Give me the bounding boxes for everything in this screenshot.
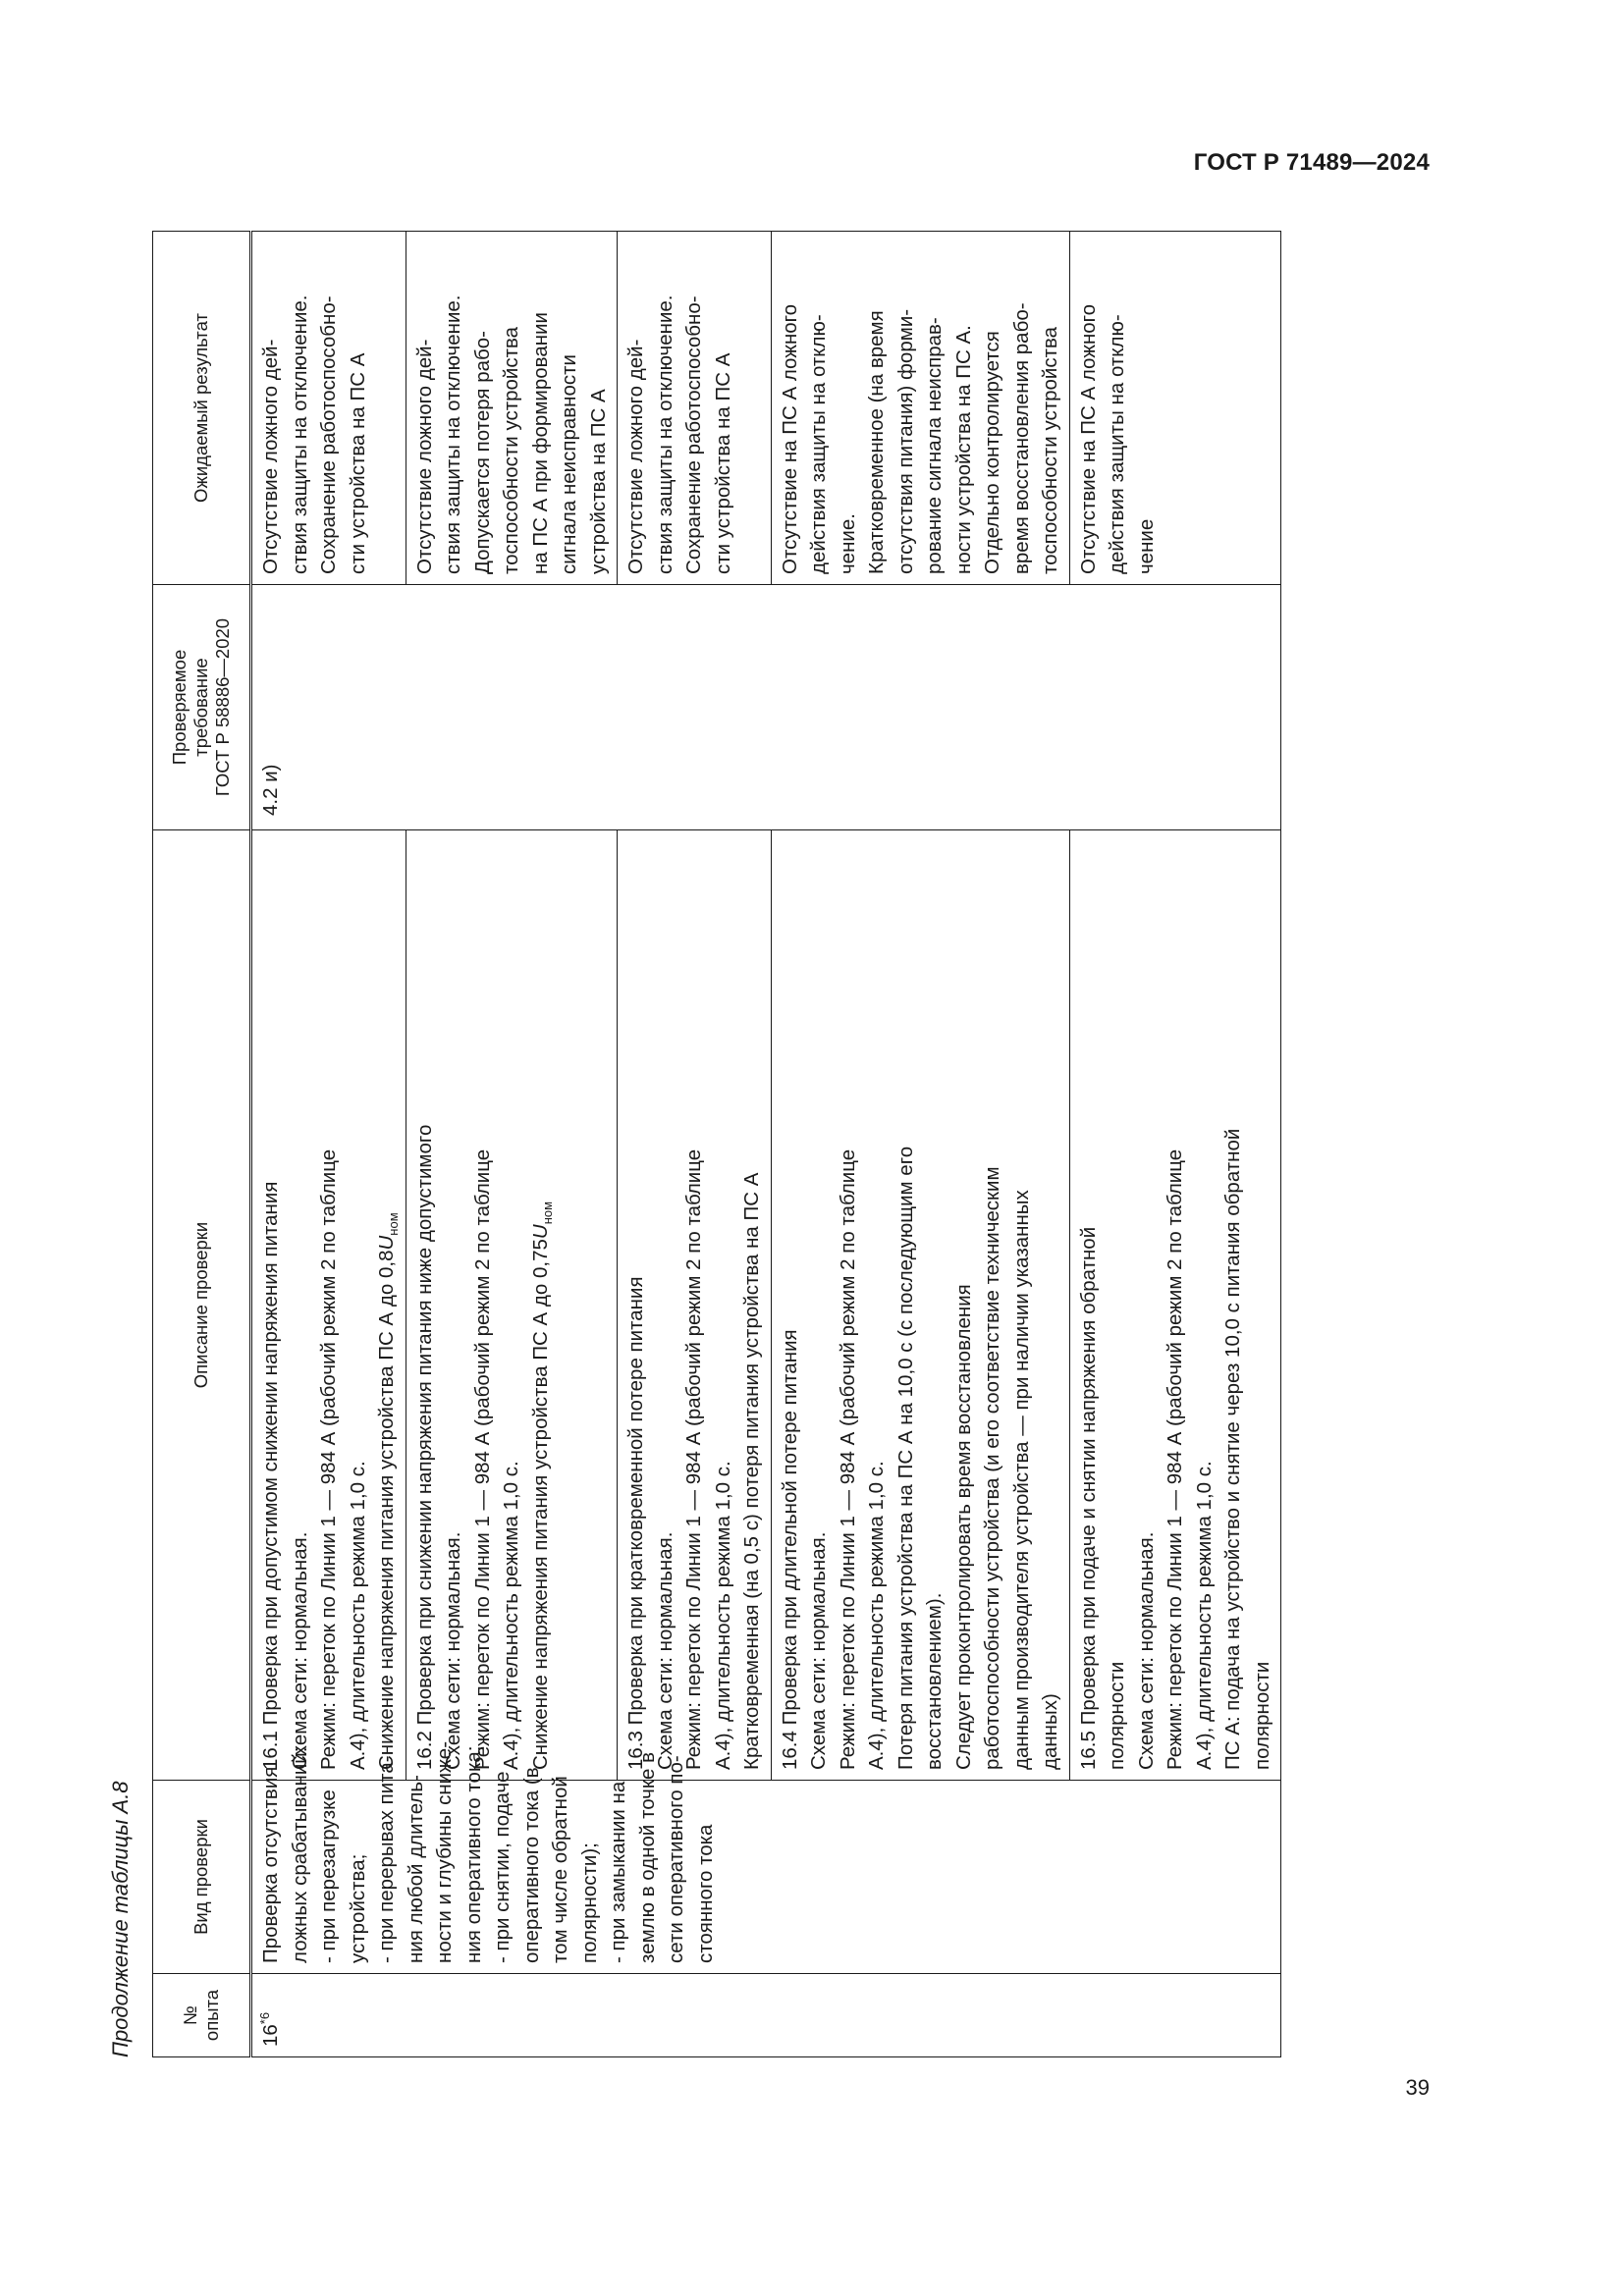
col-header-result: Ожидаемый результат [153,232,251,585]
col-header-number: № опыта [153,1974,251,2057]
rotated-table-frame [108,232,1306,2057]
doc-code: ГОСТ Р 71489—2024 [1193,149,1430,176]
subtest-result-16-3: Отсутствие ложного дей- ствия защиты на отключение. Сохранение работоспособно- сти устройства на ПС А [618,232,772,585]
col-header-description: Описание проверки [153,830,251,1781]
subtest-description-16-3: 16.3 Проверка при кратковременной потере питания Схема сети: нормальная. Режим: переток по Линии 1 — 984 А (рабочий режим 2 по таблице А.4), длительность режима 1,0 с. Кратковременная (на 0,5 с) потеря питания устройства на ПС А [618,830,772,1781]
page-number: 39 [1405,2075,1430,2100]
subtest-result-16-5: Отсутствие на ПС А ложного действия защиты на отклю- чение [1069,232,1281,585]
test-type-cell: Проверка отсутствия ложных срабатываний: - при перезагрузке устройства; - при перерывах пита- ния любой длитель- ности и глубины сниже- ния оперативного тока; - при снятии, подаче оперативного тока (в том числе обратной полярности); - при замыкании на землю в одной точке в сети оперативного по- стоянного тока [251,1781,1281,1974]
col-header-type: Вид проверки [153,1781,251,1974]
subtest-description-16-2: 16.2 Проверка при снижении напряжения питания ниже допустимого Схема сети: нормальная. Режим: переток по Линии 1 — 984 А (рабочий режим 2 по таблице А.4), длительность режима 1,0 с. Снижение напряжения питания устройства ПС А до $0,75U_{ном}$ [406,830,618,1781]
subtest-description-16-4: 16.4 Проверка при длительной потере питания Схема сети: нормальная. Режим: переток по Линии 1 — 984 А (рабочий режим 2 по таблице А.4), длительность режима 1,0 с. Потеря питания устройства на ПС А на 10,0 с (с последующим его восстановлением). Следует проконтролировать время восстановления работоспособности устройства (и его соответствие техническим данным производителя устройства — при наличии указанных данных) [771,830,1069,1781]
subtest-result-16-4: Отсутствие на ПС А ложного действия защиты на отклю- чение. Кратковременное (на время отсутствия питания) форми- рование сигнала неисправ- ности устройства на ПС А. Отдельно контролируется время восстановления рабо- тоспособности устройства [771,232,1069,585]
subtest-result-16-1: Отсутствие ложного дей- ствия защиты на отключение. Сохранение работоспособно- сти устройства на ПС А [251,232,406,585]
requirement-cell: 4.2 и) [251,585,1281,830]
table-row [251,232,406,2057]
subtest-description-16-1: 16.1 Проверка при допустимом снижении напряжения питания Схема сети: нормальная. Режим: переток по Линии 1 — 984 А (рабочий режим 2 по таблице А.4), длительность режима 1,0 с. Снижение напряжения питания устройства ПС А до $0,8U_{ном}$ [251,830,406,1781]
results-table [152,231,1281,2057]
subtest-result-16-2: Отсутствие ложного дей- ствия защиты на отключение. Допускается потеря рабо- тоспособности устройства на ПС А при формировании сигнала неисправности устройства на ПС А [406,232,618,585]
table-header-row [153,232,251,2057]
subtest-description-16-5: 16.5 Проверка при подаче и снятии напряжения обратной полярности Схема сети: нормальная. Режим: переток по Линии 1 — 984 А (рабочий режим 2 по таблице А.4), длительность режима 1,0 с. ПС А: подача на устройство и снятие через 10,0 с питания обратной полярности [1069,830,1281,1781]
col-header-requirement: Проверяемое требование ГОСТ Р 58886—2020 [153,585,251,830]
test-number-cell: 16$^{*6}$ [251,1974,1281,2057]
table-caption: Продолжение таблицы А.8 [108,1781,133,2057]
